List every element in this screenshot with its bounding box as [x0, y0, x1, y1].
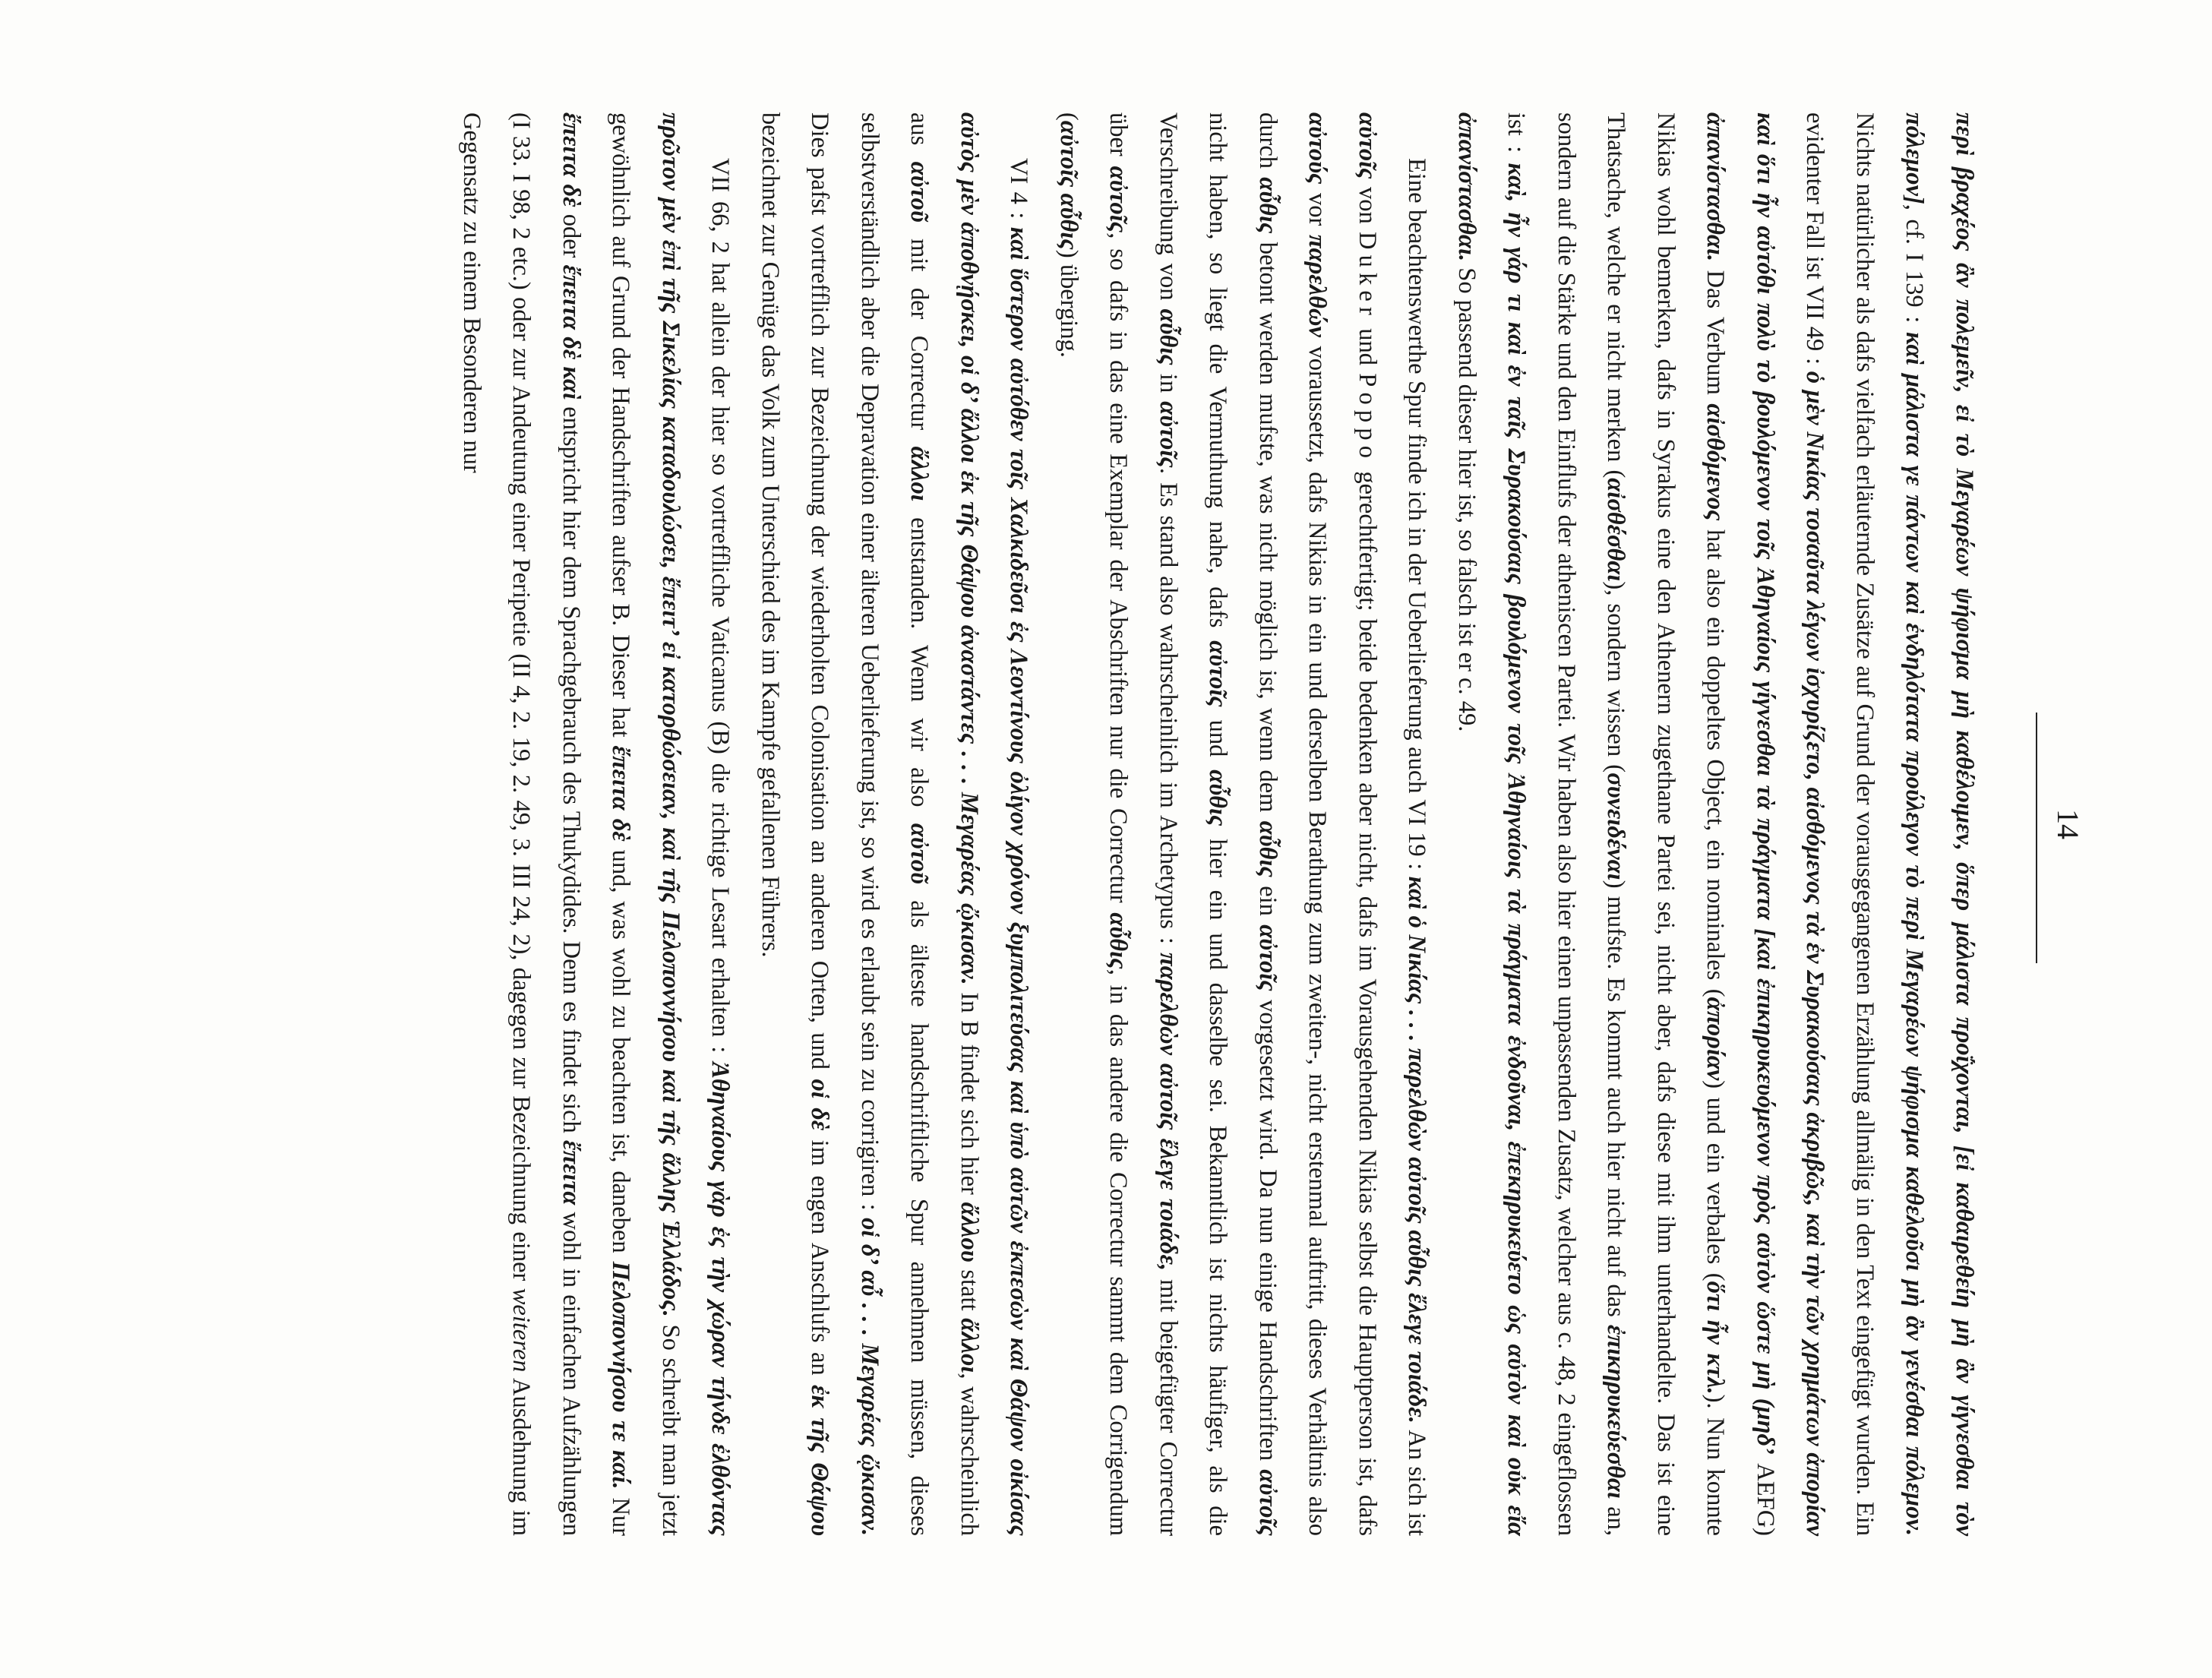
text-run: in	[1155, 365, 1182, 402]
greek-quote: ἔπειτα δὲ καὶ	[558, 264, 585, 400]
greek-quote: αὐτοῖς	[1354, 112, 1381, 179]
text-run: vor	[1304, 184, 1332, 235]
page-number: 14	[2051, 809, 2085, 839]
greek-quote: Πελοποννήσου τε καί.	[607, 1261, 635, 1490]
greek-quote: οἱ δ’ αὖ . . . Μεγαρέας ᾤκισαν.	[856, 1218, 883, 1536]
page-header	[2031, 112, 2097, 1536]
greek-quote: αὐτοῖς	[1155, 401, 1182, 468]
text-run: ) überging.	[1055, 249, 1082, 358]
text-run: hier ein und dasselbe sei. Bekanntlich ist nichts häufiger, als die Verschreibung von	[1155, 112, 1232, 1536]
greek-quote: αὐτοῦ	[905, 823, 934, 884]
rotated-page-area	[190, 99, 2097, 1550]
text-run: An sich ist	[1403, 1423, 1431, 1536]
emphasis: weiteren	[507, 1288, 536, 1373]
text-run: ) mufste. Es kommt auch hier nicht auf das	[1602, 880, 1630, 1325]
text-run: ), sondern wissen (	[1602, 581, 1630, 773]
text-run: , cf. I 139 :	[1901, 204, 1929, 332]
header-rule	[2036, 713, 2037, 963]
greek-quote: αἰσθέσθαι	[1602, 478, 1630, 582]
greek-quote: αὐτούς	[1304, 112, 1332, 185]
text-run: mit der Correctur	[905, 222, 934, 447]
text-run: nicht haben, so liegt die Vermuthung nahe, dafs	[1204, 112, 1232, 641]
greek-quote: ἀπανίστασθαι.	[1702, 112, 1730, 262]
text-run: im engen Anschlufs an	[806, 1130, 834, 1386]
greek-quote: ἄλλοι	[905, 446, 934, 501]
spaced-name: Poppo	[1354, 373, 1381, 464]
greek-quote: ἔπειτα δὲ	[607, 745, 635, 842]
greek-quote: αὖθις	[1155, 308, 1182, 365]
text-run: gerechtfertigt; beide bedenken aber nicht, dafs im Vorausgehenden Nikias selbst die Hauptperson ist, dafs	[1354, 463, 1381, 1536]
greek-quote: αὖθις	[1254, 177, 1281, 234]
text-run: So schreibt man jetzt gewöhnlich auf Grund der Handschriften aufser B. Dieser hat	[607, 112, 684, 1536]
greek-quote: καὶ, ἦν γάρ τι καὶ ἐν ταῖς Συρακούσαις βουλόμενον τοῖς Ἀθηναίοις τὰ πράγματα ἐνδοῦναι, ἐπεκηρυκεύετο ὡς αὐτὸν καὶ οὐκ εἴα ἀπανίστασθαι.	[1453, 112, 1531, 1536]
text-run: , wahrscheinlich aus	[905, 112, 983, 1536]
text-run: Nur	[607, 1489, 635, 1536]
text-run: voraussetzt, dafs Nikias in ein und derselben Berathung zum zweiten-, nicht erstenmal auftritt, dieses Verhältnis also durch	[1254, 112, 1332, 1536]
greek-quote: ὁ μὲν Νικίας τοσαῦτα λέγων ἰσχυρίζετο, αἰσθόμενος τὰ ἐν Συρακούσαις ἀκριβῶς, καὶ τὴν τῶν χρημάτων ἀπορίαν καὶ ὅτι ἦν αὐτόθι πολὺ τὸ βουλόμενον τοῖς Ἀθηναίοις γίγνεσθαι τὰ πράγματα [καὶ ἐπικηρυκευόμενον πρὸς αὐτὸν ὥστε μὴ (μηδ’	[1752, 112, 1829, 1537]
text-run: und	[1204, 706, 1232, 770]
text-run: AEFG)	[1752, 1454, 1779, 1536]
greek-quote: αὐτοῖς	[1104, 166, 1133, 233]
greek-quote: περὶ βραχέος ἂν πολεμεῖν, εἰ τὸ Μεγαρέων ψήφισμα μὴ καθέλοιμεν, ὅπερ μάλιστα προΐχονται, [εἰ καθαιρεθείη μὴ ἂν γίγνεσθαι τὸν πόλεμον]	[1901, 112, 1978, 1536]
text-run: bezeichnet zur Genüge das Volk zum Unterschied des im Kampfe gefallenen Führers.	[757, 112, 784, 958]
text-run: ). Nun konnte Nikias wohl bemerken, dafs in Syrakus eine den Athenern zugethane Partei sei, nicht aber, dafs diese mit ihm unterhandelte. Das ist eine Thatsache, welche er nicht merken (	[1602, 112, 1730, 1536]
paragraph	[447, 112, 745, 1536]
text-run: mit beigefügter Correctur über	[1104, 112, 1182, 1537]
text-run: . Es stand also wahrscheinlich im Archetypus :	[1155, 467, 1182, 953]
greek-quote: συνειδέναι	[1602, 773, 1630, 880]
greek-quote: αὖθις	[1204, 769, 1232, 826]
text-run: , so dafs in das eine Exemplar der Abschriften nur die Correctur	[1104, 232, 1133, 913]
text-run: vorgesetzt wird. Da nun einige Handschriften	[1254, 991, 1281, 1470]
text-run: VI 4 :	[1005, 158, 1033, 227]
text-run: Nichts natürlicher als dafs vielfach erläuternde Zusätze auf Grund der vorausgegangenen Erzählung allmälig in den Text eingefügt wurden. Ein evidenter Fall ist VII 49 :	[1801, 112, 1879, 1536]
text-run: In B findet sich hier	[956, 984, 983, 1202]
text-run: und	[1354, 320, 1381, 374]
greek-quote: ἔπειτα	[558, 1139, 585, 1206]
text-run: statt	[956, 1262, 983, 1319]
greek-quote: Ἀθηναίους γὰρ ἐς τὴν χώραν τήνδε ἐλθόντας πρῶτον μὲν ἐπὶ τῆς Σικελίας καταδουλώσει, ἔπειτ’ εἰ κατορθώσειαν, καὶ τῆς Πελοποννήσου καὶ τῆς ἄλλης Ἑλλάδος.	[657, 112, 735, 1536]
greek-quote: ὅτι ἦν κτλ.	[1702, 1281, 1730, 1395]
greek-quote: ἔπειτα δὲ	[558, 112, 585, 207]
greek-quote: καὶ μάλιστα γε πάντων καὶ ἐνδηλότατα προύλεγον τὸ περὶ Μεγαρέων ψήφισμα καθελοῦσι μὴ ἂν γενέσθαι πόλεμον.	[1901, 331, 1929, 1536]
text-run: Ausdehnung im Gegensatz zu einem Besonderen nur	[458, 112, 536, 1537]
text-run: von	[1354, 179, 1381, 232]
greek-quote: παρελθὼν αὐτοῖς ἔλεγε τοιάδε,	[1155, 952, 1182, 1272]
greek-quote: αὐτοῦ	[905, 161, 934, 223]
spaced-name: Duker	[1354, 231, 1381, 321]
greek-quote: καὶ ὕστερον αὐτόθεν τοῖς Χαλκιδεῦσι ἐς Λεοντίνους ὀλίγον χρόνον ξυμπολιτεύσας καὶ ὑπὸ αὐτῶν ἐκπεσὼν καὶ Θάψον οἰκίσας αὐτὸς μὲν ἀποθνῄσκει, οἱ δ’ ἄλλοι ἐκ τῆς Θάψου ἀναστάντες . . . Μεγαρέας ᾤκισαν.	[956, 112, 1033, 1536]
text-run: entspricht hier dem Sprachgebrauch des Thukydides. Denn es findet sich	[558, 400, 585, 1140]
paragraph	[1442, 112, 1989, 1536]
greek-quote: ἄλλοι	[956, 1318, 983, 1373]
text-run: ein	[1254, 877, 1281, 925]
greek-quote: αὖθις	[1254, 820, 1281, 877]
greek-quote: αὐτοῖς	[1254, 924, 1281, 991]
text-run: Eine beachtenswerthe Spur finde ich in der Ueberlieferung auch VI 19 :	[1403, 158, 1431, 877]
paragraph	[1044, 112, 1442, 1536]
greek-quote: ἀπορίαν	[1702, 997, 1730, 1081]
greek-quote: ἐπικηρυκεύεσθαι	[1602, 1325, 1630, 1499]
text-run: oder	[558, 207, 585, 265]
text-run: betont werden mufste, was nicht möglich ist, wenn dem	[1254, 233, 1281, 821]
greek-quote: αὐτοῖς	[1204, 640, 1232, 707]
greek-quote: ἄλλου	[956, 1202, 983, 1262]
text-run: und, was wohl zu beachten ist, daneben	[607, 841, 635, 1262]
text-run: , in das andere die Correctur sammt dem Corrigendum (	[1055, 112, 1133, 1537]
greek-quote: αὐτοῖς αὖθις	[1055, 120, 1082, 250]
greek-quote: οἱ δὲ	[806, 1079, 834, 1131]
text-run: Das Verbum	[1702, 261, 1730, 404]
text-run: VII 66, 2 hat allein der hier so vortreffliche Vaticanus (B) die richtige Lesart erhalten :	[706, 158, 735, 1063]
text-run: hat also ein doppeltes Object, ein nominales (	[1702, 520, 1730, 997]
text-run: ) und ein verbales (	[1702, 1080, 1730, 1281]
greek-quote: παρελθών	[1304, 234, 1332, 337]
greek-quote: ἐκ τῆς Θάψου	[806, 1385, 834, 1536]
greek-quote: αὐτοῖς	[1254, 1469, 1281, 1536]
greek-quote: αὖθις	[1104, 912, 1133, 969]
text-run: wohl in einfachen Aufzählungen (I 33. I 98, 2 etc.) oder zur Andeutung einer Peripetie (II 4, 2. 19, 2. 49, 3. III 24, 2), dagegen zur Bezeichnung einer	[507, 112, 585, 1537]
text-run: Dies pafst vortrefflich zur Bezeichnung der wiederholten Colonisation an anderen Orten, und	[806, 112, 834, 1079]
paragraph	[745, 112, 1044, 1536]
text-run: als älteste handschriftliche Spur annehmen müssen, dieses selbstverständlich aber die Depravation einer älteren Ueberlieferung ist, so wird es erlaubt sein zu corrigiren :	[856, 112, 934, 1536]
greek-quote: καὶ ὁ Νικίας . . . παρελθὼν αὐτοῖς αὖθις ἔλεγε τοιάδε.	[1403, 876, 1431, 1424]
text-run: an, sondern auf die Stärke und den Einflufs der atheniscen Partei. Wir haben also hier einen unpassenden Zusatz, welcher aus c. 48, 2 eingeflossen ist :	[1503, 112, 1630, 1536]
body-text	[447, 112, 1989, 1536]
greek-quote: αἰσθόμενος	[1702, 403, 1730, 521]
page-text-block	[190, 99, 2097, 1550]
text-run: So passend dieser hier ist, so falsch ist er c. 49.	[1453, 261, 1480, 732]
text-run: entstanden. Wenn wir also	[905, 501, 934, 823]
